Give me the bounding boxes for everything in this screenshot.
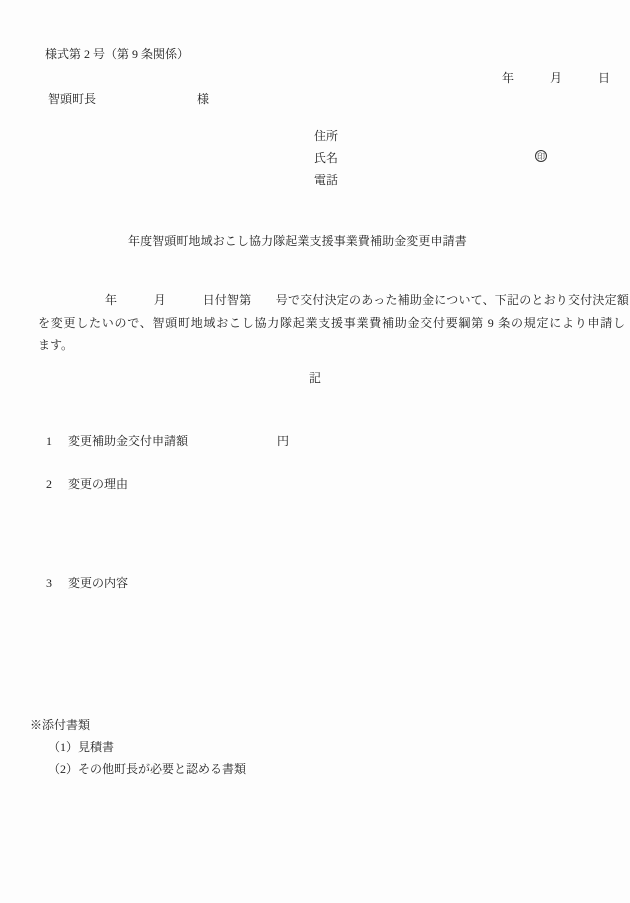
record-heading: 記	[308, 371, 321, 385]
applicant-phone-label: 電話	[314, 173, 339, 187]
date-fill-line: 年 月 日	[501, 71, 610, 85]
document-title: 年度智頭町地域おこし協力隊起業支援事業費補助金変更申請書	[128, 234, 467, 248]
item-1-number: 1	[46, 434, 52, 448]
applicant-name-label: 氏名	[314, 151, 339, 165]
applicant-address-label: 住所	[314, 129, 339, 143]
attachments-item-2: （2）その他町長が必要と認める書類	[48, 762, 247, 776]
attachments-item-1: （1）見積書	[48, 740, 115, 754]
item-2-label: 変更の理由	[68, 477, 129, 491]
addressee-honorific: 様	[197, 92, 210, 106]
item-3-label: 変更の内容	[68, 576, 129, 590]
body-paragraph-line-2: を変更したいので、智頭町地域おこし協力隊起業支援事業費補助金交付要綱第 9 条の規定により申請し	[38, 316, 626, 330]
addressee-title: 智頭町長	[48, 92, 97, 106]
item-3-number: 3	[46, 576, 52, 590]
seal-icon: 印	[537, 152, 545, 161]
body-paragraph-line-3: ます。	[38, 338, 74, 352]
item-1-unit: 円	[277, 434, 290, 448]
form-number: 様式第 2 号（第 9 条関係）	[45, 47, 190, 61]
item-1-label: 変更補助金交付申請額	[68, 434, 189, 448]
body-paragraph-line-1: 年 月 日付智第 号で交付決定のあった補助金について、下記のとおり交付決定額	[105, 293, 630, 307]
attachments-heading: ※添付書類	[30, 718, 91, 732]
item-2-number: 2	[46, 477, 52, 491]
